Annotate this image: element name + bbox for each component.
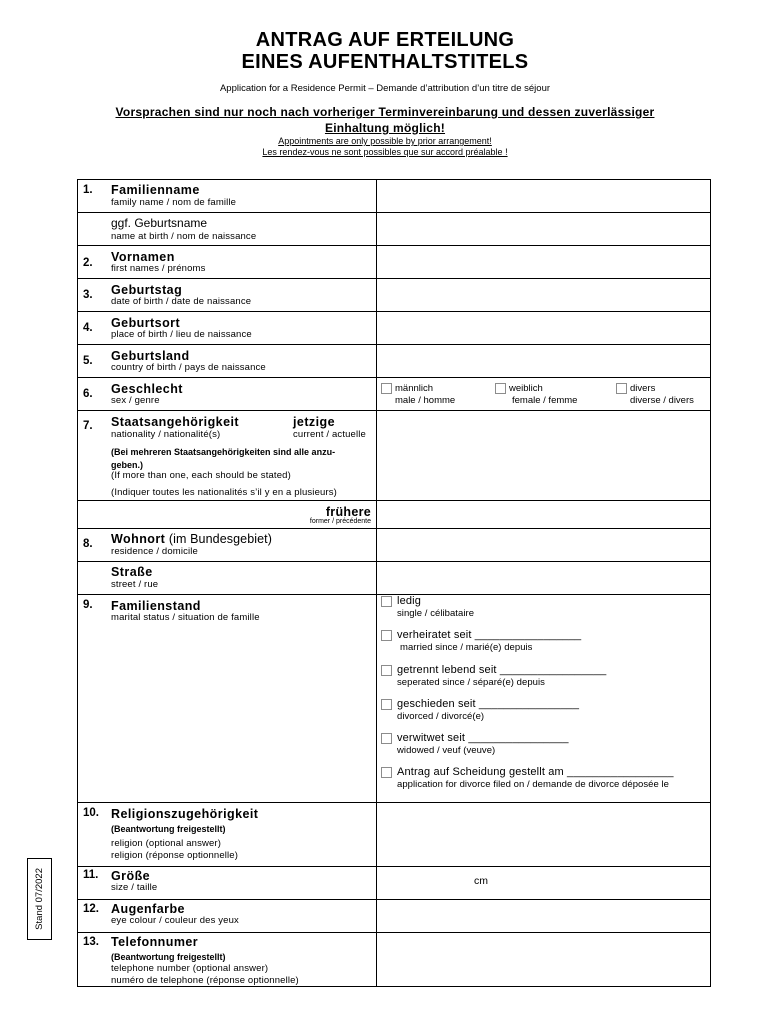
eye-colour-label-cell [78,900,377,932]
marital-status-label-cell [78,595,377,802]
birth-name-field[interactable] [377,213,710,245]
married-label[interactable]: verheiratet seit _________________ [397,629,582,641]
appointment-notice-de-line-1: Vorsprachen sind nur noch nach vorheriger Terminvereinbarung und dessen zuverlässiger [115,105,655,119]
former-nationality-label: frühere [325,505,371,519]
single-checkbox[interactable] [381,596,392,607]
field-number: 12. [83,903,99,915]
eye-colour-translation: eye colour / couleur des yeux [111,915,239,926]
telephone-label: Telefonnumer [111,935,199,949]
country-of-birth-label-cell [78,345,377,377]
row-birth-name [78,213,710,246]
former-nationality-label-cell [78,501,377,528]
marital-status-translation: marital status / situation de famille [111,612,260,623]
row-date-of-birth [78,279,710,312]
family-name-label-cell [78,180,377,212]
field-number: 9. [83,599,93,611]
religion-translation-en: religion (optional answer) [111,838,222,849]
row-height [78,867,710,900]
marital-status-label: Familienstand [111,599,201,613]
former-nationality-field[interactable] [377,501,710,528]
current-nationality-field[interactable] [377,411,710,500]
height-translation: size / taille [111,882,158,893]
religion-label: Religionszugehörigkeit [111,807,259,821]
appointment-notice-fr [60,147,710,158]
sex-label: Geschlecht [111,382,183,396]
religion-label-cell [78,803,377,866]
sex-options [377,378,710,410]
street-translation: street / rue [111,579,159,590]
sex-male-checkbox[interactable] [381,383,392,394]
application-form-table [77,179,711,987]
field-number: 13. [83,936,99,948]
religion-field[interactable] [377,803,710,866]
form-title-line-2: EINES AUFENTHALTSTITELS [241,51,529,73]
place-of-birth-translation: place of birth / lieu de naissance [111,329,252,340]
country-of-birth-label: Geburtsland [111,349,190,363]
field-number: 10. [83,807,99,819]
row-religion [78,803,710,867]
height-label-cell [78,867,377,899]
version-stamp-text: Stand 07/2022 [34,868,45,930]
sex-female-checkbox[interactable] [495,383,506,394]
separated-translation: seperated since / séparé(e) depuis [397,677,545,688]
birth-name-translation: name at birth / nom de naissance [111,231,257,242]
residence-label [111,532,272,546]
marital-option-married [377,629,710,663]
family-name-field[interactable] [377,180,710,212]
divorced-label[interactable]: geschieden seit ________________ [397,698,580,710]
divorced-checkbox[interactable] [381,699,392,710]
divorce-filed-label[interactable]: Antrag auf Scheidung gestellt am _________________ [397,766,674,778]
sex-diverse-checkbox[interactable] [616,383,627,394]
divorced-translation: divorced / divorcé(e) [397,711,485,722]
telephone-optional-note: (Beantwortung freigestellt) [111,952,226,962]
row-nationality-former [78,501,710,529]
nationality-label-cell [78,411,377,500]
field-number: 3. [83,289,93,301]
row-country-of-birth [78,345,710,378]
former-nationality-translation: former / précédente [309,518,371,525]
height-field[interactable] [377,867,710,899]
separated-checkbox[interactable] [381,665,392,676]
nationality-current-translation: current / actuelle [293,429,366,440]
religion-optional-note: (Beantwortung freigestellt) [111,824,226,834]
telephone-translation-en: telephone number (optional answer) [111,963,269,974]
sex-male-translation: male / homme [395,395,456,406]
date-of-birth-field[interactable] [377,279,710,311]
eye-colour-label: Augenfarbe [111,902,185,916]
residence-label-main: Wohnort [111,532,166,546]
row-telephone [78,933,710,986]
first-names-translation: first names / prénoms [111,263,206,274]
family-name-translation: family name / nom de famille [111,197,237,208]
sex-female-translation: female / femme [512,395,578,406]
eye-colour-field[interactable] [377,900,710,932]
row-place-of-birth [78,312,710,345]
date-of-birth-label: Geburtstag [111,283,183,297]
first-names-field[interactable] [377,246,710,278]
family-name-label: Familienname [111,183,200,197]
country-of-birth-translation: country of birth / pays de naissance [111,362,266,373]
residence-label-cell [78,529,377,561]
appointment-notice-en-text: Appointments are only possible by prior arrangement! [278,136,492,146]
field-number: 6. [83,388,93,400]
nationality-label: Staatsangehörigkeit [111,415,240,429]
appointment-notice-de-line-2: Einhaltung möglich! [324,121,446,135]
sex-male-label: männlich [395,383,434,394]
widowed-label[interactable]: verwitwet seit ________________ [397,732,569,744]
marital-option-single [377,595,710,629]
separated-label[interactable]: getrennt lebend seit _________________ [397,664,607,676]
street-label: Straße [111,565,153,579]
version-stamp [27,858,52,940]
residence-translation: residence / domicile [111,546,198,557]
row-first-names [78,246,710,279]
sex-label-cell [78,378,377,410]
field-number: 2. [83,257,93,269]
birth-name-label-cell [78,213,377,245]
nationality-note-de-line-1: (Bei mehreren Staatsangehörigkeiten sind alle anzu- [111,447,336,457]
row-residence [78,529,710,562]
field-number: 5. [83,355,93,367]
marital-option-separated [377,664,710,698]
first-names-label: Vornamen [111,250,175,264]
place-of-birth-label: Geburtsort [111,316,181,330]
religion-translation-fr: religion (réponse optionnelle) [111,850,239,861]
marital-status-options [377,595,710,802]
form-title-line-1: ANTRAG AUF ERTEILUNG [255,29,515,51]
date-of-birth-label-cell [78,279,377,311]
single-translation: single / célibataire [397,608,475,619]
telephone-label-cell [78,933,377,986]
married-translation: married since / marié(e) depuis [400,642,533,653]
married-checkbox[interactable] [381,630,392,641]
nationality-note-en: (If more than one, each should be stated) [111,470,291,481]
nationality-note-de-line-2: geben.) [111,460,144,470]
field-number: 4. [83,322,93,334]
street-label-cell [78,562,377,594]
form-subtitle: Application for a Residence Permit – Demande d’attribution d’un titre de séjour [219,83,551,94]
residence-label-suffix: (im Bundesgebiet) [165,532,273,546]
country-of-birth-field[interactable] [377,345,710,377]
row-street [78,562,710,595]
marital-option-widowed [377,732,710,766]
marital-option-divorced [377,698,710,732]
field-number: 8. [83,538,93,550]
appointment-notice-de [60,104,710,136]
appointment-notice-fr-text: Les rendez-vous ne sont possibles que sur accord préalable ! [262,147,508,157]
divorce-filed-checkbox[interactable] [381,767,392,778]
widowed-translation: widowed / veuf (veuve) [397,745,496,756]
widowed-checkbox[interactable] [381,733,392,744]
sex-diverse-translation: diverse / divers [630,395,694,406]
row-nationality-current [78,411,710,501]
sex-translation: sex / genre [111,395,160,406]
nationality-current-label: jetzige [293,415,336,429]
height-label: Größe [111,869,151,883]
field-number: 1. [83,184,93,196]
height-unit: cm [474,875,488,887]
telephone-field[interactable] [377,933,710,986]
row-family-name [78,180,710,213]
field-number: 7. [83,420,93,432]
nationality-note-fr: (Indiquer toutes les nationalités s’il y en a plusieurs) [111,487,337,498]
birth-name-label: ggf. Geburtsname [111,216,208,230]
place-of-birth-field[interactable] [377,312,710,344]
row-sex [78,378,710,411]
residence-field[interactable] [377,529,710,561]
divorce-filed-translation: application for divorce filed on / demande de divorce déposée le [397,779,670,790]
nationality-translation: nationality / nationalité(s) [111,429,221,440]
street-field[interactable] [377,562,710,594]
row-marital-status [78,595,710,803]
sex-female-label: weiblich [509,383,543,394]
appointment-notice-en [60,136,710,147]
row-eye-colour [78,900,710,933]
first-names-label-cell [78,246,377,278]
telephone-translation-fr: numéro de telephone (réponse optionnelle) [111,975,299,986]
date-of-birth-translation: date of birth / date de naissance [111,296,252,307]
single-label: ledig [397,595,421,607]
marital-option-divorce-filed [377,766,710,800]
field-number: 11. [83,869,99,881]
sex-diverse-label: divers [630,383,656,394]
place-of-birth-label-cell [78,312,377,344]
